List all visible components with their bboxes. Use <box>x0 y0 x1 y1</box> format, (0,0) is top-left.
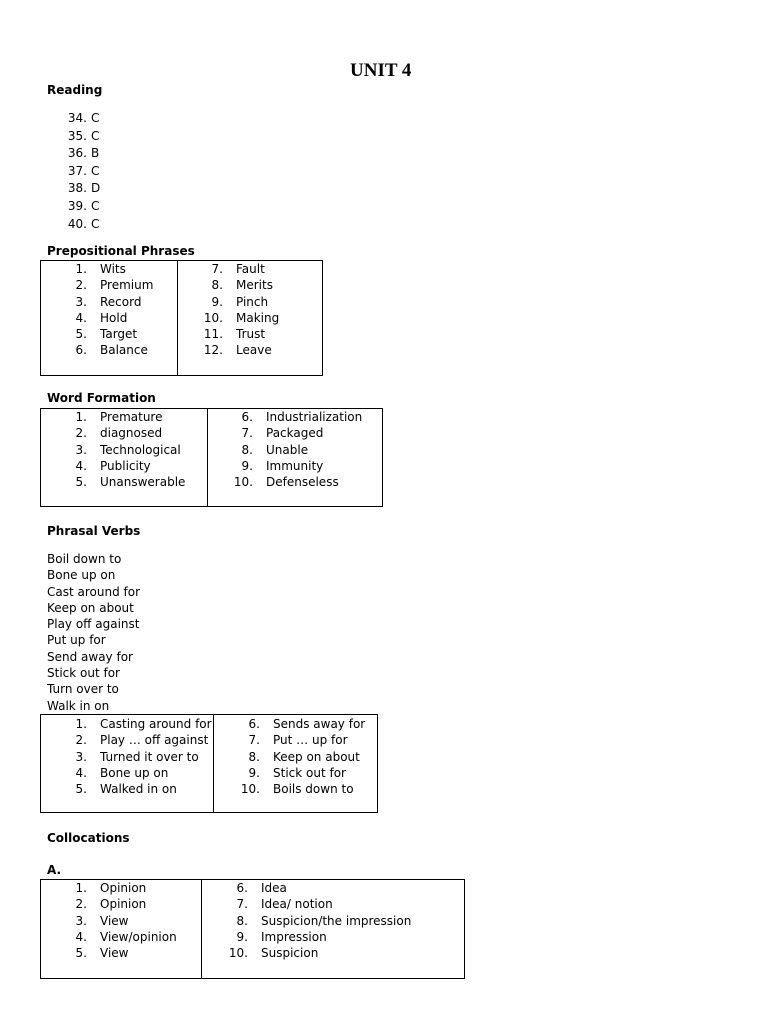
table-row <box>219 425 362 441</box>
reading-answer-list <box>47 110 100 233</box>
item-answer: Immunity <box>266 458 324 473</box>
item-answer: Play … off against <box>100 733 209 748</box>
item-number: 12. <box>203 343 223 358</box>
table-row <box>53 409 185 425</box>
item-number: 3. <box>75 913 87 928</box>
item-number: 10. <box>240 782 260 797</box>
page-title: UNIT 4 <box>350 60 412 81</box>
reading-heading: Reading <box>47 83 103 97</box>
item-number: 4. <box>75 765 87 780</box>
item-answer: View/opinion <box>100 929 177 944</box>
table-row <box>53 913 177 929</box>
item-number: 6. <box>236 881 248 895</box>
phrasal-verb-item: Send away for <box>47 649 133 664</box>
table-row <box>226 781 365 797</box>
table-column-left <box>53 716 212 797</box>
table-divider <box>177 261 178 375</box>
item-number: 8. <box>241 442 253 457</box>
table-divider <box>213 715 214 812</box>
table-row <box>53 326 153 342</box>
item-number: 5. <box>75 782 87 797</box>
item-number: 35. <box>67 128 87 143</box>
item-answer: Fault <box>236 262 265 276</box>
table-column-left <box>53 880 177 961</box>
prepositional-phrases-heading: Prepositional Phrases <box>47 244 195 258</box>
table-column-right <box>226 716 365 797</box>
item-number: 39. <box>67 198 87 213</box>
table-row <box>53 425 185 441</box>
table-column-right <box>189 261 279 359</box>
item-answer: Suspicion <box>261 946 319 961</box>
item-answer: Turned it over to <box>100 749 199 764</box>
item-answer: Casting around for <box>100 717 212 731</box>
table-row <box>214 929 411 945</box>
item-answer: Opinion <box>100 881 147 895</box>
table-row <box>214 913 411 929</box>
collocations-table <box>40 879 465 979</box>
table-row <box>53 929 177 945</box>
item-answer: Put … up for <box>273 733 348 748</box>
item-answer: Merits <box>236 278 273 293</box>
table-row <box>53 765 212 781</box>
reading-answer-row <box>47 198 100 216</box>
item-answer: Walked in on <box>100 782 177 797</box>
table-row <box>53 880 177 896</box>
prepositional-phrases-table <box>40 260 323 376</box>
table-row <box>53 945 177 961</box>
item-number: 1. <box>75 881 87 895</box>
collocations-heading: Collocations <box>47 831 130 845</box>
item-answer: Hold <box>100 310 128 325</box>
item-number: 4. <box>75 310 87 325</box>
phrasal-verb-item: Play off against <box>47 617 140 632</box>
item-answer: Leave <box>236 343 272 358</box>
table-row <box>189 310 279 326</box>
item-answer: Idea/ notion <box>261 897 333 912</box>
table-row <box>53 458 185 474</box>
table-row <box>226 765 365 781</box>
item-number: 7. <box>241 426 253 441</box>
item-number: 6. <box>75 343 87 358</box>
reading-answer-row <box>47 180 100 198</box>
phrasal-verb-item: Cast around for <box>47 584 141 599</box>
reading-answer-row <box>47 110 100 128</box>
item-number: 7. <box>248 733 260 748</box>
item-answer: Wits <box>100 262 126 276</box>
phrasal-verb-item: Keep on about <box>47 600 134 615</box>
item-answer: Technological <box>100 442 181 457</box>
table-row <box>53 294 153 310</box>
word-formation-heading: Word Formation <box>47 391 156 405</box>
item-answer: Suspicion/the impression <box>261 913 412 928</box>
table-row <box>219 474 362 490</box>
table-row <box>214 880 411 896</box>
item-answer: Record <box>100 294 142 309</box>
table-row <box>53 474 185 490</box>
item-answer: Balance <box>100 343 148 358</box>
item-number: 2. <box>75 733 87 748</box>
item-answer: View <box>100 946 129 961</box>
item-number: 6. <box>241 410 253 424</box>
table-row <box>214 896 411 912</box>
item-answer: Trust <box>236 327 266 342</box>
item-answer: Stick out for <box>273 765 346 780</box>
table-row <box>189 294 279 310</box>
item-answer: Publicity <box>100 458 151 473</box>
phrasal-verbs-list <box>47 551 140 714</box>
item-answer: Bone up on <box>100 765 169 780</box>
table-row <box>219 458 362 474</box>
phrasal-verbs-table <box>40 714 378 813</box>
phrasal-verbs-heading: Phrasal Verbs <box>47 524 141 538</box>
word-formation-table <box>40 408 383 507</box>
item-answer: Industrialization <box>266 410 363 424</box>
item-number: 2. <box>75 278 87 293</box>
phrasal-verb-item: Put up for <box>47 633 106 648</box>
table-row <box>219 442 362 458</box>
item-answer: Premature <box>100 410 163 424</box>
table-column-left <box>53 261 153 359</box>
item-answer: Boils down to <box>273 782 354 797</box>
item-answer: Unable <box>266 442 309 457</box>
table-row <box>53 732 212 748</box>
item-number: 3. <box>75 442 87 457</box>
item-number: 3. <box>75 749 87 764</box>
table-row <box>53 342 153 358</box>
item-answer: Premium <box>100 278 154 293</box>
reading-answer-row <box>47 216 100 234</box>
item-answer: Defenseless <box>266 475 339 490</box>
item-number: 38. <box>67 181 87 196</box>
item-answer: Impression <box>261 929 327 944</box>
table-row <box>189 277 279 293</box>
item-answer: Opinion <box>100 897 147 912</box>
table-column-right <box>214 880 411 961</box>
table-row <box>53 261 153 277</box>
phrasal-verb-item: Turn over to <box>47 682 119 697</box>
item-number: 9. <box>248 765 260 780</box>
item-number: 8. <box>248 749 260 764</box>
item-number: 11. <box>203 327 223 342</box>
item-number: 6. <box>248 717 260 731</box>
table-row <box>53 277 153 293</box>
item-answer: Packaged <box>266 426 324 441</box>
table-row <box>189 261 279 277</box>
item-number: 10. <box>233 475 253 490</box>
item-answer: B <box>91 146 100 161</box>
item-answer: Target <box>100 327 138 342</box>
item-number: 7. <box>236 897 248 912</box>
phrasal-verb-item: Stick out for <box>47 666 120 681</box>
item-answer: C <box>91 198 100 213</box>
phrasal-verb-item: Boil down to <box>47 552 122 566</box>
item-number: 9. <box>211 294 223 309</box>
table-row <box>189 342 279 358</box>
phrasal-verb-item: Walk in on <box>47 698 110 713</box>
table-row <box>214 945 411 961</box>
item-answer: D <box>91 181 101 196</box>
item-number: 34. <box>67 111 87 125</box>
item-number: 5. <box>75 475 87 490</box>
item-number: 8. <box>211 278 223 293</box>
item-number: 2. <box>75 897 87 912</box>
item-answer: C <box>91 216 100 231</box>
item-answer: View <box>100 913 129 928</box>
item-answer: C <box>91 163 100 178</box>
table-divider <box>201 880 202 978</box>
table-column-left <box>53 409 185 490</box>
item-number: 8. <box>236 913 248 928</box>
item-number: 10. <box>228 946 248 961</box>
table-row <box>219 409 362 425</box>
table-row <box>53 716 212 732</box>
item-number: 3. <box>75 294 87 309</box>
table-divider <box>207 409 208 506</box>
table-column-right <box>219 409 362 490</box>
table-row <box>226 749 365 765</box>
collocations-subheading: A. <box>47 863 62 877</box>
item-number: 9. <box>236 929 248 944</box>
item-answer: Keep on about <box>273 749 360 764</box>
item-number: 1. <box>75 262 87 276</box>
item-number: 4. <box>75 458 87 473</box>
item-number: 1. <box>75 717 87 731</box>
item-number: 1. <box>75 410 87 424</box>
item-number: 37. <box>67 163 87 178</box>
item-number: 40. <box>67 216 87 231</box>
item-number: 9. <box>241 458 253 473</box>
table-row <box>53 310 153 326</box>
item-answer: Pinch <box>236 294 269 309</box>
item-answer: Idea <box>261 881 287 895</box>
table-row <box>189 326 279 342</box>
table-row <box>53 781 212 797</box>
item-answer: Making <box>236 310 280 325</box>
item-number: 4. <box>75 929 87 944</box>
table-row <box>53 896 177 912</box>
item-answer: Sends away for <box>273 717 366 731</box>
item-answer: diagnosed <box>100 426 163 441</box>
item-number: 36. <box>67 146 87 161</box>
item-number: 5. <box>75 327 87 342</box>
item-number: 2. <box>75 426 87 441</box>
item-number: 5. <box>75 946 87 961</box>
item-answer: C <box>91 128 100 143</box>
item-answer: C <box>91 111 100 125</box>
item-number: 7. <box>211 262 223 276</box>
reading-answer-row <box>47 128 100 146</box>
item-answer: Unanswerable <box>100 475 186 490</box>
item-number: 10. <box>203 310 223 325</box>
reading-answer-row <box>47 145 100 163</box>
phrasal-verb-item: Bone up on <box>47 568 116 583</box>
table-row <box>226 716 365 732</box>
table-row <box>53 442 185 458</box>
table-row <box>53 749 212 765</box>
reading-answer-row <box>47 163 100 181</box>
table-row <box>226 732 365 748</box>
